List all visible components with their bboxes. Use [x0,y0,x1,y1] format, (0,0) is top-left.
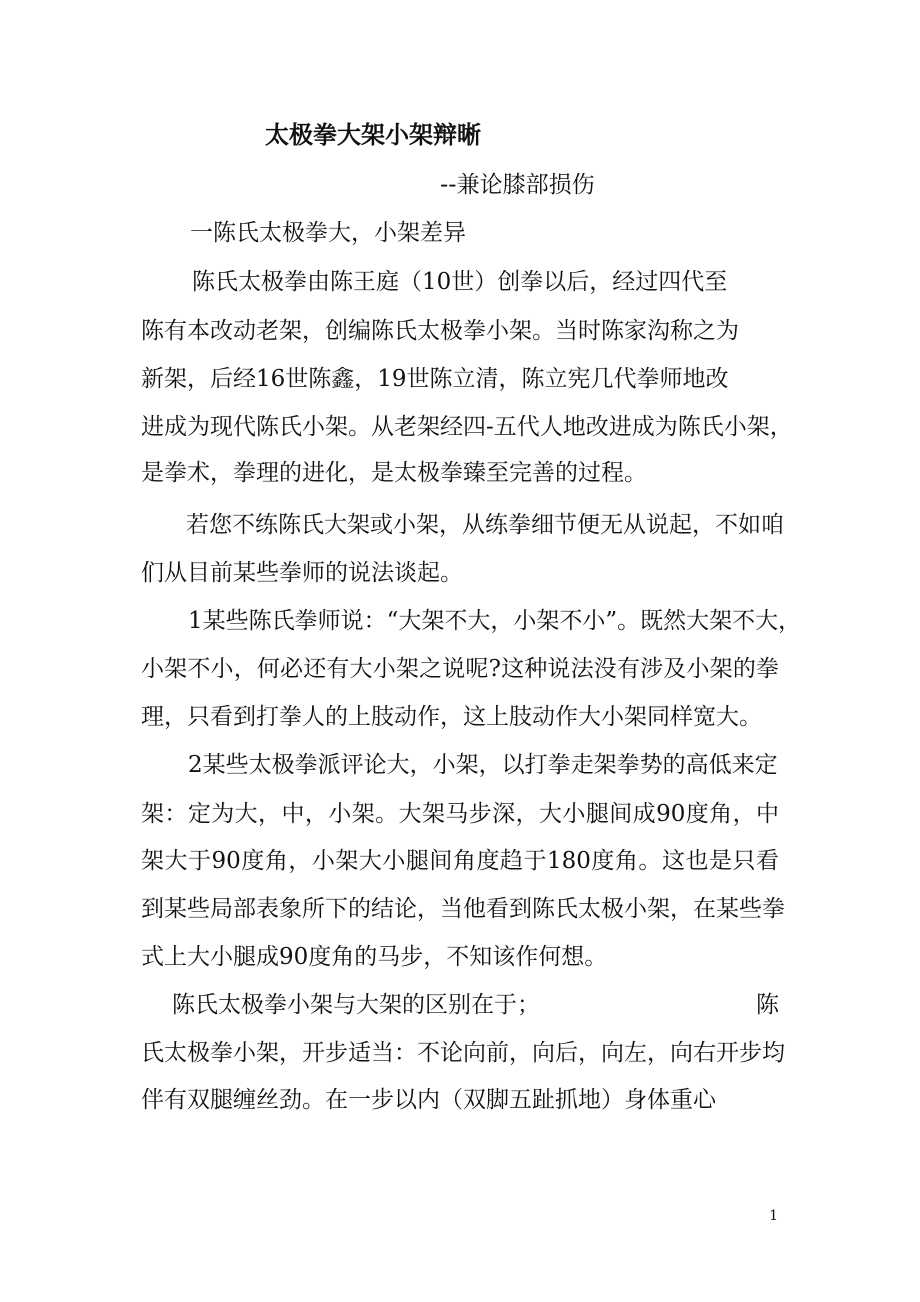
paragraph-line: 1某些陈氏拳师说：“大架不大，小架不小”。既然大架不大， [188,608,802,634]
paragraph-line: 氏太极拳小架，开步适当：不论向前，向后，向左，向右开步均 [141,1040,785,1066]
paragraph-line: 伴有双腿缠丝劲。在一步以内（双脚五趾抓地）身体重心 [141,1087,716,1113]
paragraph-line: 陈氏太极拳由陈王庭（10世）创拳以后，经过四代至 [192,269,728,295]
paragraph-line: 进成为现代陈氏小架。从老架经四-五代人地改进成为陈氏小架， [141,414,793,440]
document-title: 太极拳大架小架辩晰 [265,121,481,149]
paragraph-line: 若您不练陈氏大架或小架，从练拳细节便无从说起，不如咱 [186,512,784,538]
paragraph-line: 陈氏太极拳小架与大架的区别在于； [172,992,540,1018]
paragraph-line: 陈有本改动老架，创编陈氏太极拳小架。当时陈家沟称之为 [141,318,739,344]
paragraph-line: 新架，后经16世陈鑫，19世陈立清，陈立宪几代拳师地改 [141,366,729,392]
paragraph-line: 们从目前某些拳师的说法谈起。 [141,560,463,586]
paragraph-line: 式上大小腿成90度角的马步，不知该作何想。 [141,944,608,970]
paragraph-line: 小架不小，何必还有大小架之说呢?这种说法没有涉及小架的拳 [141,656,779,682]
page-number: 1 [769,1208,778,1224]
paragraph-line: 理，只看到打拳人的上肢动作，这上肢动作大小架同样宽大。 [141,704,762,730]
paragraph-line: 到某些局部表象所下的结论，当他看到陈氏太极小架，在某些拳 [141,896,785,922]
section-heading: 一陈氏太极拳大，小架差异 [190,220,466,246]
document-subtitle: --兼论膝部损伤 [440,172,595,198]
paragraph-line: 是拳术，拳理的进化，是太极拳臻至完善的过程。 [141,460,647,486]
paragraph-line: 架：定为大，中，小架。大架马步深，大小腿间成90度角，中 [141,801,779,827]
paragraph-line: 架大于90度角，小架大小腿间角度趋于180度角。这也是只看 [141,848,779,874]
paragraph-line: 2某些太极拳派评论大，小架，以打拳走架拳势的高低来定 [188,752,778,778]
paragraph-line: 陈 [756,992,779,1018]
